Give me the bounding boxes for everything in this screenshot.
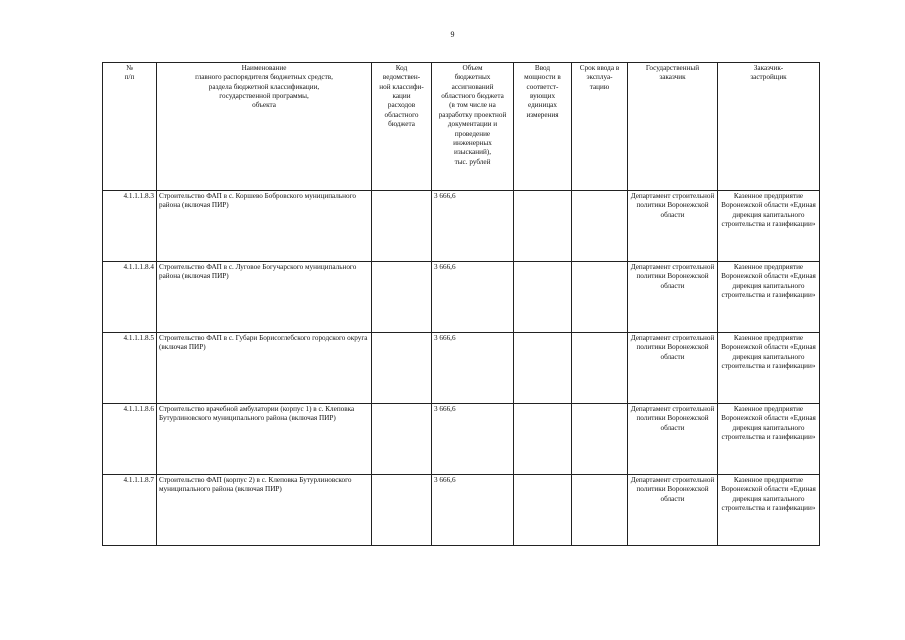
cell-code [372,404,432,475]
cell-name: Строительство ФАП в с. Губари Борисоглебского городского округа (включая ПИР) [157,333,372,404]
cell-deadline [572,475,628,546]
header-code: Код ведомствен- ной классифи- кации расходов областного бюджета [372,63,432,191]
cell-num: 4.1.1.1.8.7 [103,475,157,546]
cell-deadline [572,333,628,404]
cell-deadline [572,404,628,475]
cell-deadline [572,262,628,333]
header-volume: Объем бюджетных ассигнований областного бюджета (в том числе на разработку проектной документации и проведение инженерных изысканий), тыс. рублей [432,63,514,191]
cell-name: Строительство врачебной амбулатории (корпус 1) в с. Клеповка Бутурлиновского муниципального района (включая ПИР) [157,404,372,475]
cell-developer: Казенное предприятие Воронежской области «Единая дирекция капитального строительства и газификации» [718,404,820,475]
header-name: Наименование главного распорядителя бюджетных средств, раздела бюджетной классификации, государственной программы, объекта [157,63,372,191]
cell-num: 4.1.1.1.8.4 [103,262,157,333]
cell-customer: Департамент строительной политики Воронежской области [628,475,718,546]
cell-capacity [514,333,572,404]
cell-code [372,262,432,333]
cell-developer: Казенное предприятие Воронежской области «Единая дирекция капитального строительства и газификации» [718,191,820,262]
cell-customer: Департамент строительной политики Воронежской области [628,404,718,475]
cell-developer: Казенное предприятие Воронежской области «Единая дирекция капитального строительства и газификации» [718,262,820,333]
header-developer: Заказчик- застройщик [718,63,820,191]
table-row [103,262,820,333]
cell-volume: 3 666,6 [432,262,514,333]
header-row [103,63,820,191]
table-row [103,475,820,546]
header-capacity: Ввод мощности в соответст- вующих единицах измерения [514,63,572,191]
budget-table [102,62,820,546]
cell-capacity [514,262,572,333]
cell-volume: 3 666,6 [432,333,514,404]
cell-volume: 3 666,6 [432,404,514,475]
cell-deadline [572,191,628,262]
cell-customer: Департамент строительной политики Воронежской области [628,191,718,262]
cell-num: 4.1.1.1.8.6 [103,404,157,475]
cell-num: 4.1.1.1.8.5 [103,333,157,404]
cell-customer: Департамент строительной политики Воронежской области [628,333,718,404]
table-row [103,333,820,404]
cell-name: Строительство ФАП (корпус 2) в с. Клеповка Бутурлиновского муниципального района (включая ПИР) [157,475,372,546]
cell-capacity [514,191,572,262]
cell-name: Строительство ФАП в с. Коршево Бобровского муниципального района (включая ПИР) [157,191,372,262]
cell-capacity [514,475,572,546]
header-num: № п/п [103,63,157,191]
cell-volume: 3 666,6 [432,191,514,262]
cell-volume: 3 666,6 [432,475,514,546]
table-row [103,191,820,262]
cell-name: Строительство ФАП в с. Луговое Богучарского муниципального района (включая ПИР) [157,262,372,333]
cell-developer: Казенное предприятие Воронежской области «Единая дирекция капитального строительства и газификации» [718,333,820,404]
cell-code [372,191,432,262]
cell-code [372,333,432,404]
cell-capacity [514,404,572,475]
page-number: 9 [450,30,455,39]
header-deadline: Срок ввода в эксплуа- тацию [572,63,628,191]
header-customer: Государственный заказчик [628,63,718,191]
cell-num: 4.1.1.1.8.3 [103,191,157,262]
cell-code [372,475,432,546]
cell-developer: Казенное предприятие Воронежской области «Единая дирекция капитального строительства и газификации» [718,475,820,546]
table-row [103,404,820,475]
cell-customer: Департамент строительной политики Воронежской области [628,262,718,333]
